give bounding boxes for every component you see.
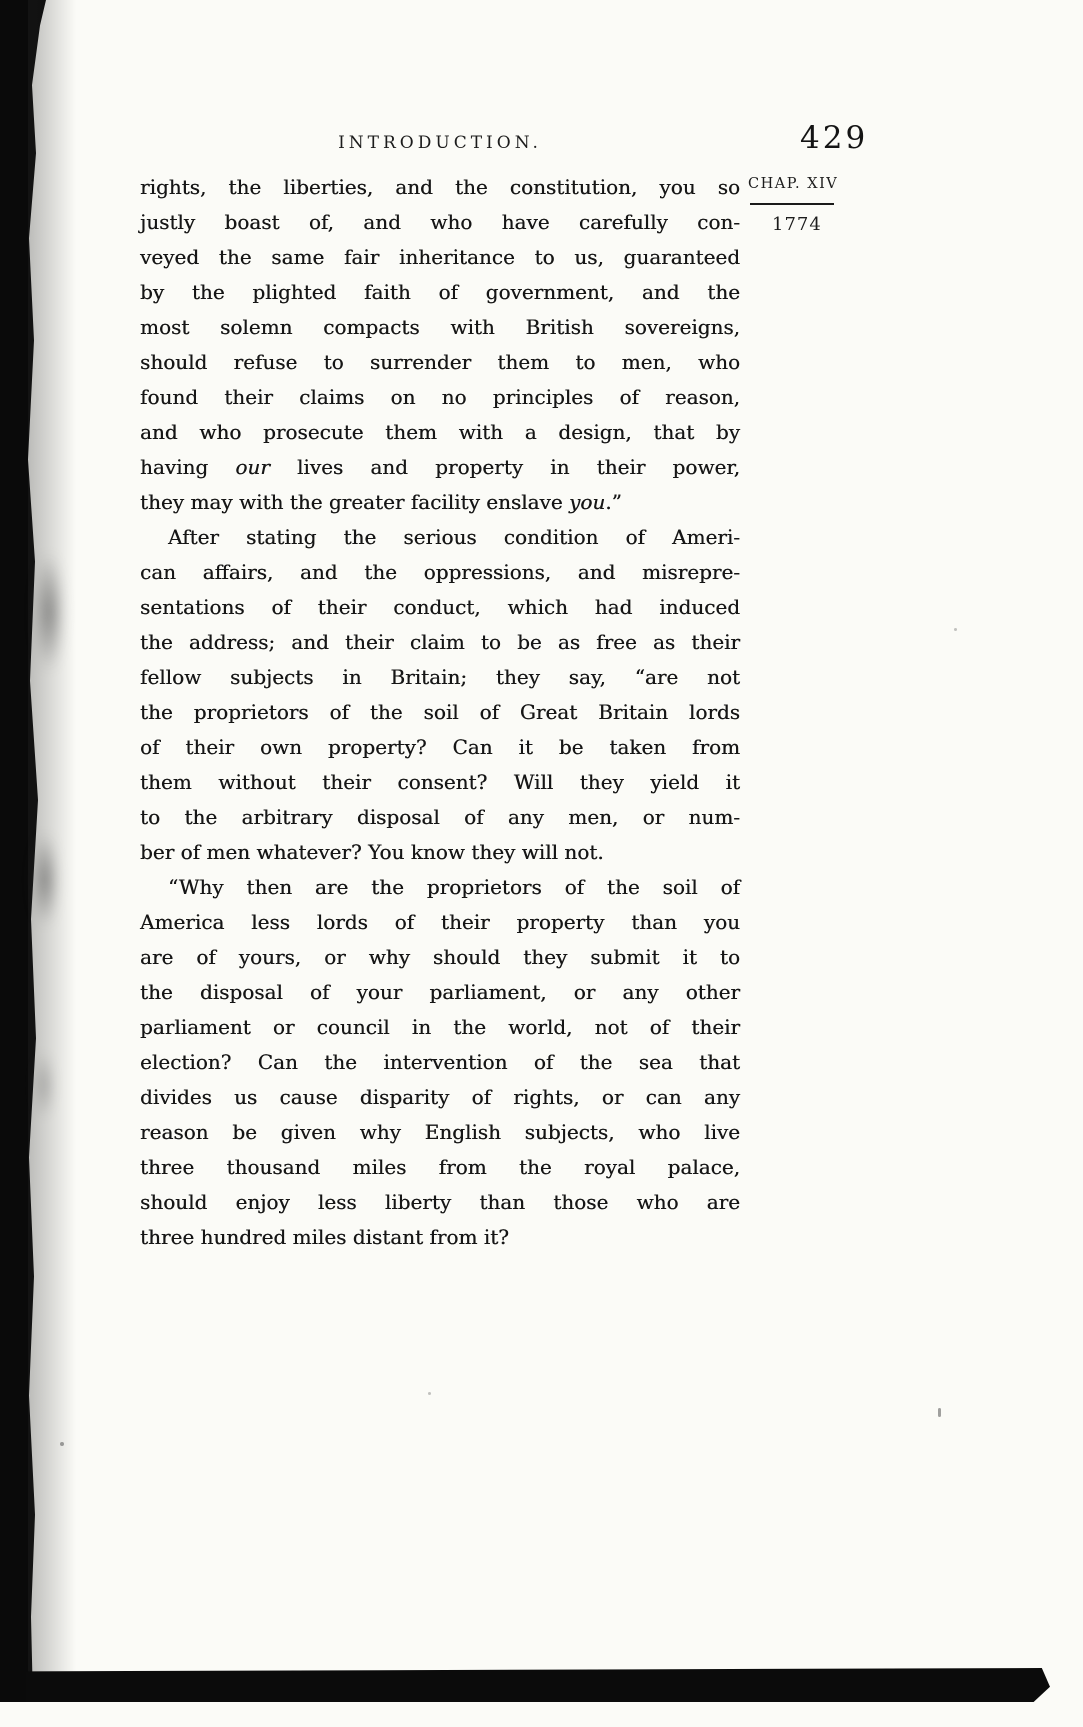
text-segment: “Why then are the proprietors of the soil of — [168, 875, 740, 899]
scan-smudge — [34, 1050, 54, 1120]
text-line — [140, 275, 740, 310]
text-segment: veyed the same fair inheritance to us, guaranteed — [140, 245, 740, 269]
paragraph — [140, 170, 740, 520]
text-segment: America less lords of their property than you — [140, 910, 740, 934]
text-line — [140, 660, 740, 695]
text-segment: rights, the liberties, and the constitution, you so — [140, 175, 740, 199]
text-line — [140, 555, 740, 590]
margin-notes — [748, 176, 878, 235]
text-segment: and who prosecute them with a design, that by — [140, 420, 740, 444]
text-line — [140, 835, 740, 870]
text-line — [140, 625, 740, 660]
text-segment: by the plighted faith of government, and the — [140, 280, 740, 304]
text-line — [140, 415, 740, 450]
body-text — [140, 170, 740, 1255]
text-line — [140, 450, 740, 485]
paragraph — [140, 870, 740, 1255]
page-number: 429 — [800, 120, 869, 156]
text-segment: them without their consent? Will they yield it — [140, 770, 740, 794]
text-segment: ber of men whatever? You know they will not. — [140, 840, 604, 864]
text-line — [140, 870, 740, 905]
text-segment: can affairs, and the oppressions, and misrepre- — [140, 560, 740, 584]
text-line — [140, 1185, 740, 1220]
text-segment: lives and property in their power, — [269, 455, 740, 479]
text-line — [140, 730, 740, 765]
text-line — [140, 485, 740, 520]
scan-speck — [938, 1408, 941, 1417]
text-line — [140, 695, 740, 730]
text-segment: the proprietors of the soil of Great Britain lords — [140, 700, 740, 724]
text-line — [140, 345, 740, 380]
text-segment: the disposal of your parliament, or any other — [140, 980, 740, 1004]
text-line — [140, 1080, 740, 1115]
scan-speck — [428, 1392, 431, 1395]
margin-year: 1774 — [772, 214, 822, 235]
text-segment: having — [140, 455, 236, 479]
text-line — [140, 170, 740, 205]
text-segment: are of yours, or why should they submit it to — [140, 945, 740, 969]
text-line — [140, 1115, 740, 1150]
text-line — [140, 520, 740, 555]
text-segment: divides us cause disparity of rights, or can any — [140, 1085, 740, 1109]
text-line — [140, 975, 740, 1010]
chapter-heading: CHAP. XIV — [748, 176, 839, 192]
text-line — [140, 205, 740, 240]
text-segment: the address; and their claim to be as free as their — [140, 630, 740, 654]
emphasis-text: you — [568, 490, 606, 514]
text-segment: of their own property? Can it be taken from — [140, 735, 740, 759]
text-segment: election? Can the intervention of the sea that — [140, 1050, 740, 1074]
paragraph — [140, 520, 740, 870]
bottom-scan-bar — [26, 1668, 1050, 1702]
text-segment: sentations of their conduct, which had induced — [140, 595, 740, 619]
text-segment: fellow subjects in Britain; they say, “are not — [140, 665, 740, 689]
text-line — [140, 310, 740, 345]
scan-speck — [954, 628, 957, 631]
text-line — [140, 905, 740, 940]
emphasis-text: our — [235, 455, 270, 479]
running-header: INTRODUCTION. — [338, 133, 542, 153]
text-segment: found their claims on no principles of reason, — [140, 385, 740, 409]
text-line — [140, 1150, 740, 1185]
text-line — [140, 590, 740, 625]
text-segment: should enjoy less liberty than those who are — [140, 1190, 740, 1214]
text-line — [140, 940, 740, 975]
text-line — [140, 765, 740, 800]
text-line — [140, 1010, 740, 1045]
text-segment: three hundred miles distant from it? — [140, 1225, 509, 1249]
scan-smudge — [32, 832, 58, 927]
text-segment: they may with the greater facility enslave — [140, 490, 569, 514]
text-line — [140, 380, 740, 415]
text-segment: After stating the serious condition of Ameri- — [168, 525, 740, 549]
scan-speck — [60, 1442, 64, 1446]
text-segment: three thousand miles from the royal palace, — [140, 1155, 740, 1179]
text-segment: parliament or council in the world, not of their — [140, 1015, 740, 1039]
text-segment: most solemn compacts with British sovereigns, — [140, 315, 740, 339]
scan-smudge — [34, 552, 64, 672]
text-segment: should refuse to surrender them to men, who — [140, 350, 740, 374]
margin-rule — [750, 203, 834, 205]
text-line — [140, 800, 740, 835]
text-line — [140, 1045, 740, 1080]
text-segment: justly boast of, and who have carefully con- — [140, 210, 740, 234]
text-segment: reason be given why English subjects, who live — [140, 1120, 740, 1144]
text-line — [140, 1220, 740, 1255]
text-line — [140, 240, 740, 275]
text-segment: .” — [605, 490, 622, 514]
text-segment: to the arbitrary disposal of any men, or num- — [140, 805, 740, 829]
